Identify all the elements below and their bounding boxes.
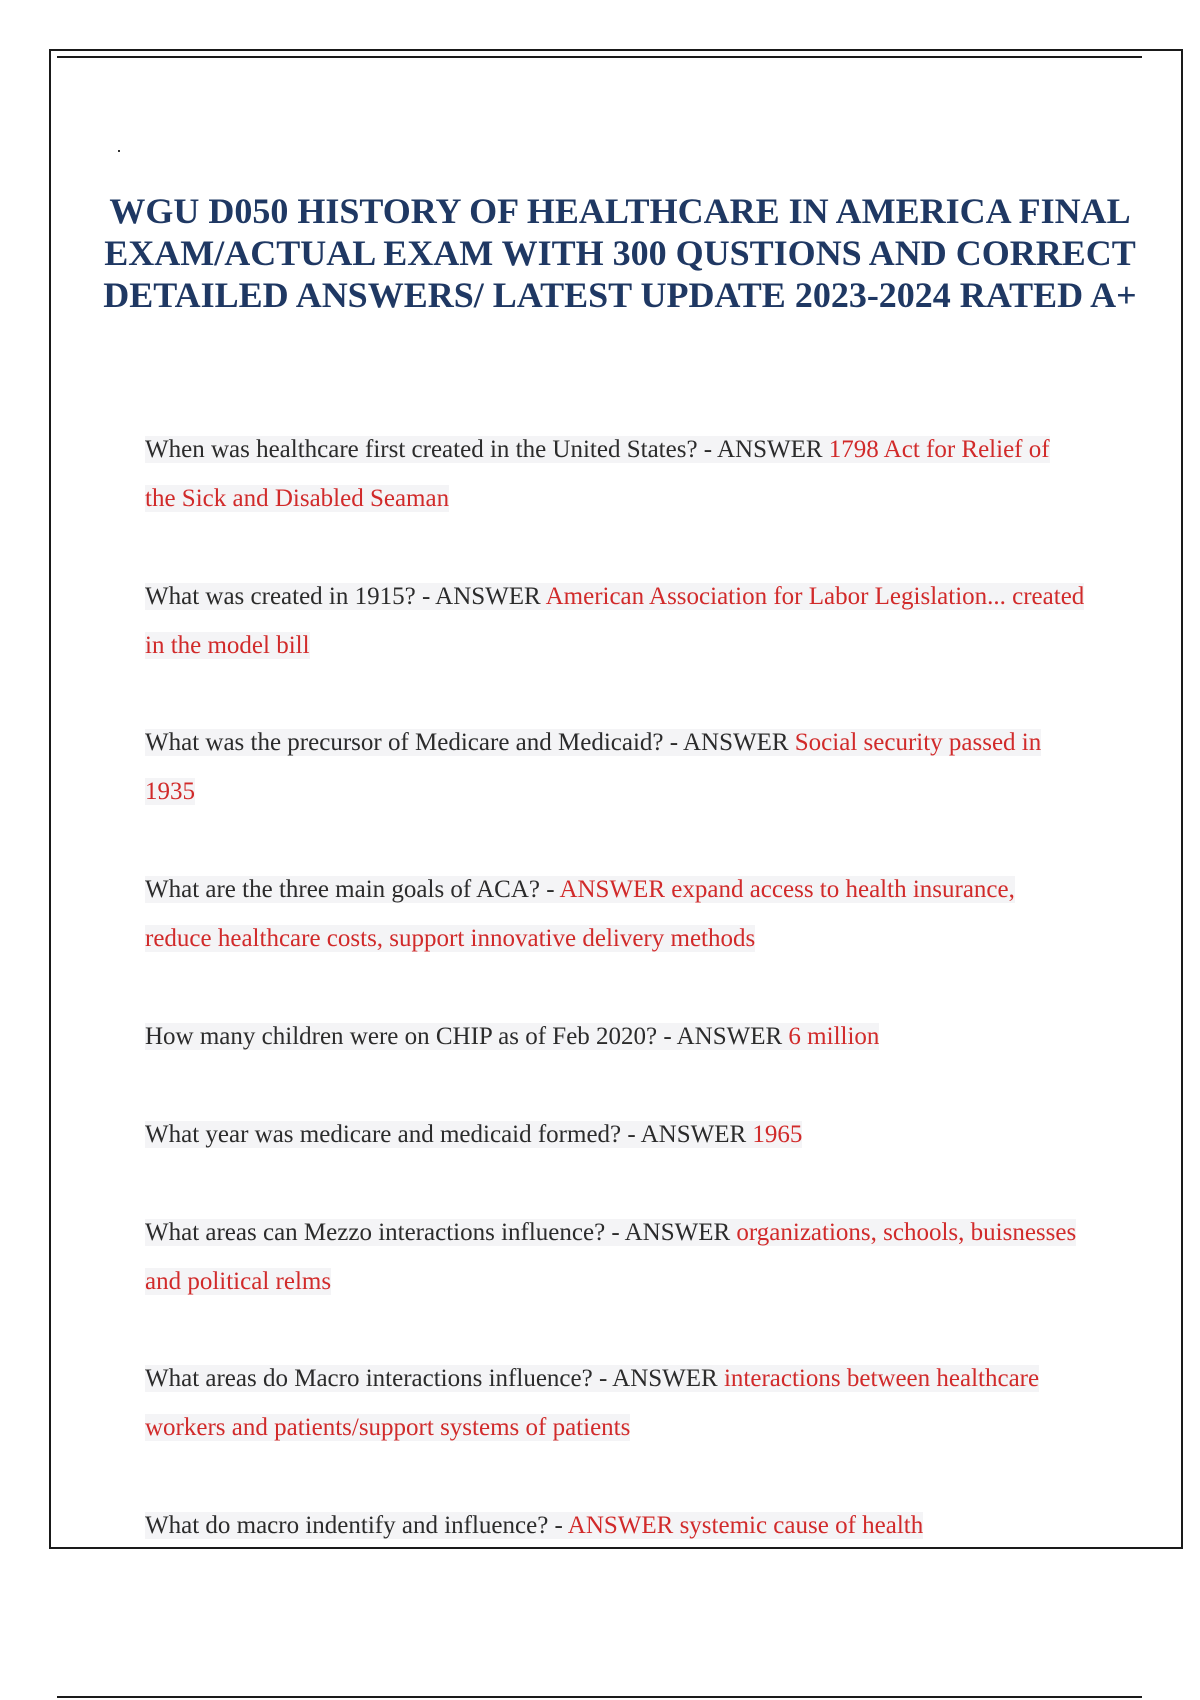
- qa-item-3: [145, 718, 1085, 816]
- question-text: How many children were on CHIP as of Feb 2020? - ANSWER: [145, 1023, 789, 1050]
- answer-text: organizations, schools, buisnesses and political relms: [145, 1219, 1077, 1295]
- top-rule: [57, 56, 1142, 58]
- qa-item-7: [145, 1208, 1085, 1306]
- question-text: What are the three main goals of ACA? -: [145, 876, 560, 903]
- question-text: What was the precursor of Medicare and Medicaid? - ANSWER: [145, 729, 795, 756]
- qa-item-8: [145, 1354, 1085, 1452]
- answer-text: 6 million: [788, 1023, 880, 1050]
- qa-item-2: [145, 572, 1085, 670]
- qa-item-4: [145, 865, 1085, 963]
- answer-text: 1798 Act for Relief of the Sick and Disabled Seaman: [145, 436, 1050, 512]
- question-text: What was created in 1915? - ANSWER: [145, 583, 546, 610]
- qa-item-1: [145, 425, 1085, 523]
- answer-text: American Association for Labor Legislation... created in the model bill: [145, 583, 1085, 659]
- stray-dot: [118, 150, 120, 152]
- bottom-rule: [57, 1696, 1142, 1698]
- question-text: What areas can Mezzo interactions influence? - ANSWER: [145, 1219, 737, 1246]
- question-text: When was healthcare first created in the United States? - ANSWER: [145, 436, 829, 463]
- answer-text: 1965: [752, 1121, 803, 1148]
- answer-text: ANSWER systemic cause of health: [567, 1512, 924, 1539]
- document-title: WGU D050 HISTORY OF HEALTHCARE IN AMERICA FINAL EXAM/ACTUAL EXAM WITH 300 QUSTIONS AND CORRECT DETAILED ANSWERS/ LATEST UPDATE 2023-2024 RATED A+: [103, 191, 1137, 315]
- question-text: What year was medicare and medicaid formed? - ANSWER: [145, 1121, 753, 1148]
- question-text: What areas do Macro interactions influence? - ANSWER: [145, 1365, 724, 1392]
- answer-text: interactions between healthcare workers and patients/support systems of patients: [145, 1365, 1040, 1441]
- qa-item-5: [145, 1012, 1085, 1061]
- answer-text: ANSWER expand access to health insurance, reduce healthcare costs, support innovative delivery methods: [145, 876, 1015, 952]
- answer-text: Social security passed in 1935: [145, 729, 1042, 805]
- question-text: What do macro indentify and influence? -: [145, 1512, 568, 1539]
- qa-item-9: [145, 1501, 1085, 1550]
- qa-item-6: [145, 1110, 1085, 1159]
